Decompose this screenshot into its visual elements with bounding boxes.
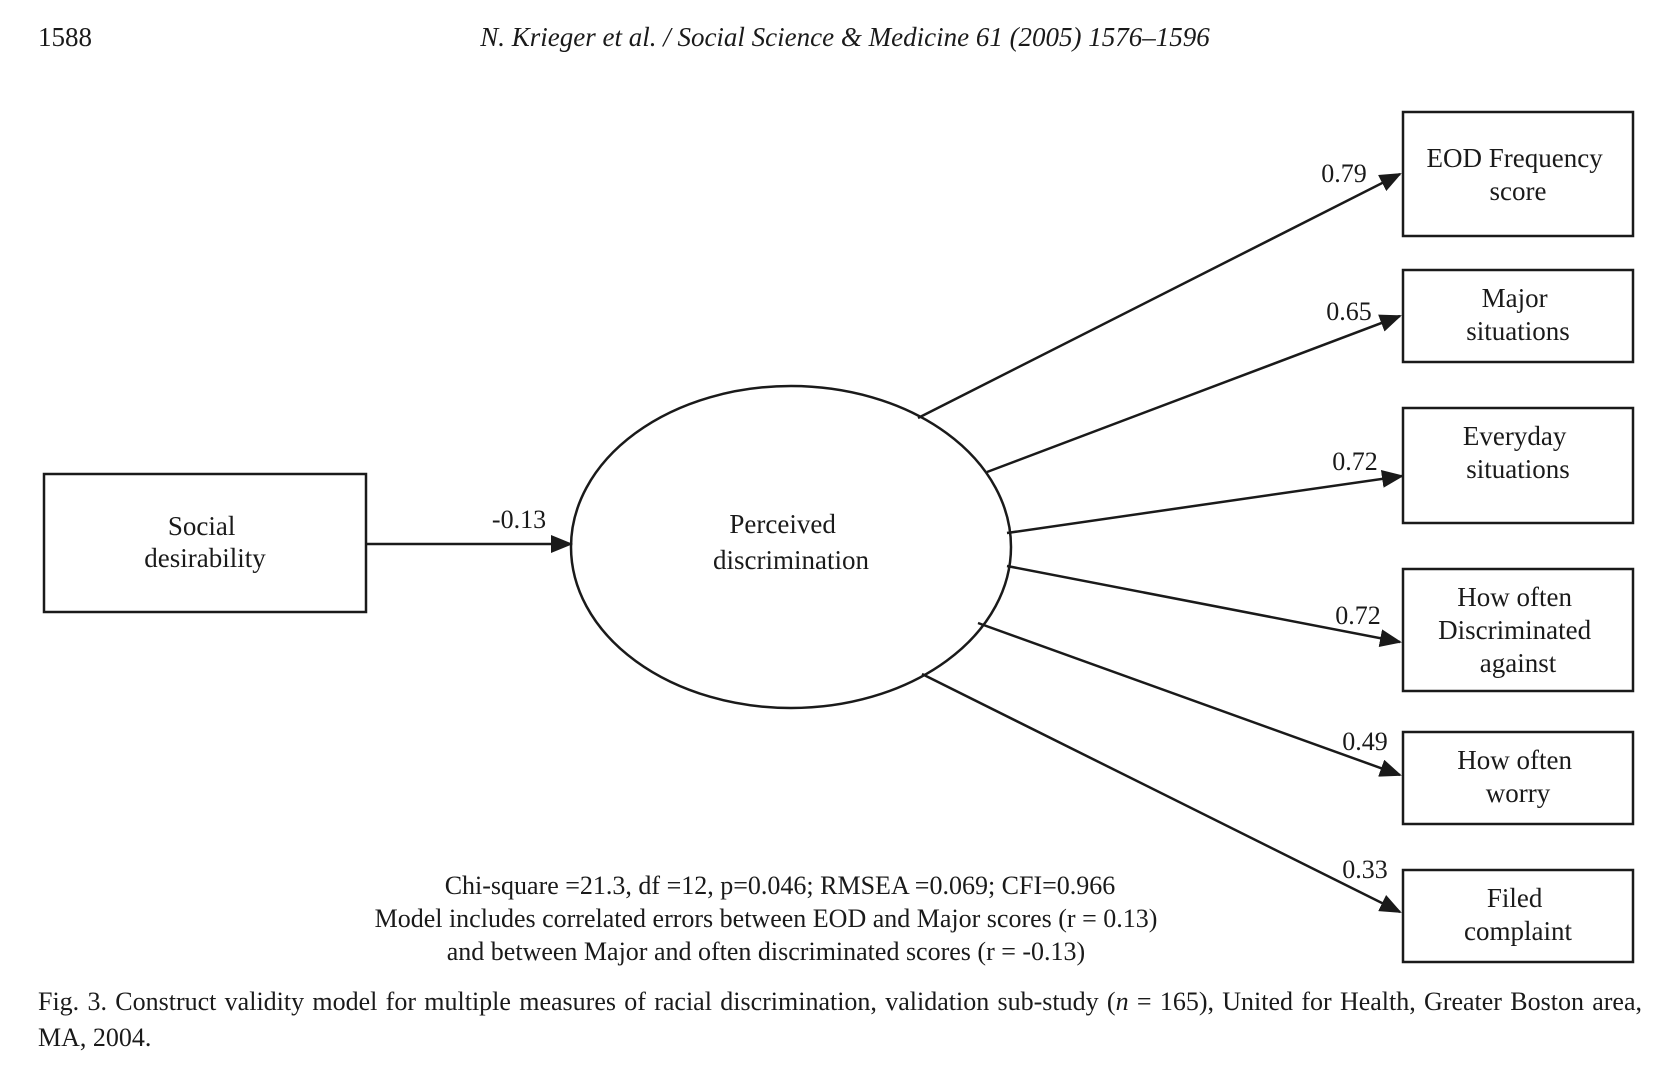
latent-ellipse xyxy=(571,386,1011,708)
indicator-label-filed-complaint: Filed complaint xyxy=(1464,883,1572,946)
indicator-coefficients xyxy=(1321,159,1388,884)
indicator-box-how-often-worry xyxy=(1403,732,1633,824)
indicator-box-everyday xyxy=(1403,408,1633,523)
path-arrow-everyday xyxy=(1007,476,1402,533)
caption-label: Fig. 3. xyxy=(38,987,107,1016)
indicator-box-how-often-discriminated xyxy=(1403,569,1633,691)
fit-note-line-2: Model includes correlated errors between EOD and Major scores (r = 0.13) xyxy=(374,904,1158,933)
coefficient-everyday: 0.72 xyxy=(1332,447,1378,476)
indicator-label-how-often-worry: How often worry xyxy=(1457,745,1572,808)
indicator-label-eod: EOD Frequency score xyxy=(1426,143,1603,206)
coefficient-major: 0.65 xyxy=(1326,297,1372,326)
coefficient-eod: 0.79 xyxy=(1321,159,1367,188)
coefficient-how-often-discriminated: 0.72 xyxy=(1335,601,1381,630)
indicator-paths xyxy=(918,174,1402,912)
model-fit-notes xyxy=(375,871,1158,966)
caption-text-before-n: Construct validity model for multiple measures of racial discrimination, validation sub-study ( xyxy=(115,987,1116,1016)
figure-caption xyxy=(38,984,1642,1056)
indicator-box-eod xyxy=(1403,112,1633,236)
indicator-label-everyday: Everyday situations xyxy=(1462,421,1570,484)
indicator-label-major: Major situations xyxy=(1466,283,1570,346)
indicator-box-filed-complaint xyxy=(1403,870,1633,962)
fit-note-line-3: and between Major and often discriminated scores (r = -0.13) xyxy=(446,937,1086,966)
caption-text-after-n: = 165), United for Health, Greater Boston area, MA, 2004. xyxy=(38,987,1643,1052)
running-head: N. Krieger et al. / Social Science & Medicine 61 (2005) 1576–1596 xyxy=(480,22,1210,52)
coefficient-filed-complaint: 0.33 xyxy=(1342,855,1388,884)
source-path-coefficient: -0.13 xyxy=(491,505,547,534)
path-arrow-eod xyxy=(918,174,1400,418)
latent-ellipse-label: Perceived discrimination xyxy=(713,509,869,575)
page-number: 1588 xyxy=(38,22,92,52)
source-box xyxy=(44,474,366,612)
caption-n-symbol: n xyxy=(1115,987,1129,1016)
source-box-label: Social desirability xyxy=(144,511,266,573)
indicator-box-major xyxy=(1403,270,1633,362)
fit-note-line-1: Chi-square =21.3, df =12, p=0.046; RMSEA =0.069; CFI=0.966 xyxy=(444,871,1116,900)
path-arrow-how-often-worry xyxy=(978,623,1400,775)
indicator-label-how-often-discriminated: How often Discriminated against xyxy=(1438,582,1592,678)
coefficient-how-often-worry: 0.49 xyxy=(1342,727,1388,756)
